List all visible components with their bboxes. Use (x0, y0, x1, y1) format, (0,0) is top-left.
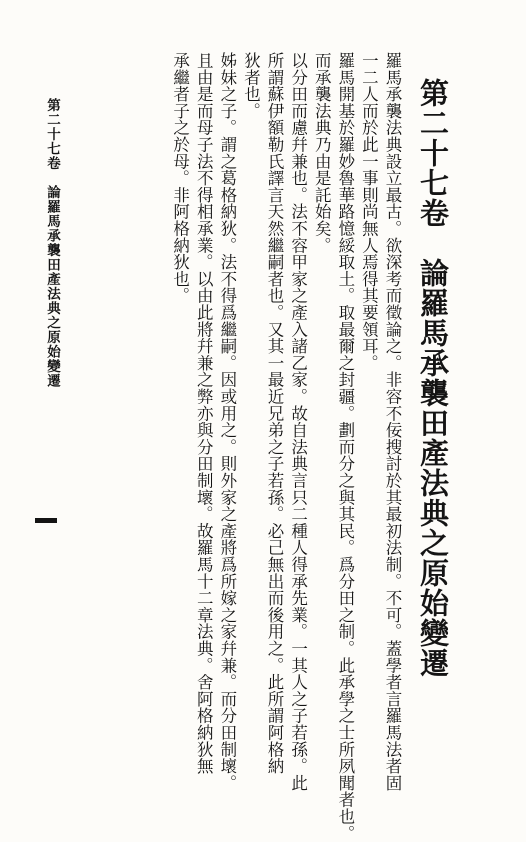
text-column: 一二人而於此一事則尚無人焉得其要領耳。 (359, 52, 379, 372)
text-column: 所謂蘇伊額勒氏譯言天然繼嗣者也。又其一最近兄弟之子若孫。必己無出而後用之。此所謂阿格納 (265, 52, 285, 775)
chapter-title: 第二十七卷 論羅馬承襲田產法典之原始變遷 (416, 78, 450, 678)
text-column: 羅馬開基於羅妙魯華路憶綏取土。取最爾之封疆。劃而分之與其民。爲分田之制。此承學之士所夙聞者也。 (335, 52, 355, 842)
running-footer: 第二十七卷 論羅馬承襲田產法典之原始變遷 (44, 98, 60, 388)
body-text (60, 52, 404, 842)
text-column: 狄者也。 (241, 52, 261, 120)
text-column: 羅馬承襲法典設立最古。欲深考而徵論之。非容不佞搜討於其最初法制。不可。蓋學者言羅馬法者固 (383, 52, 402, 792)
text-column: 且由是而母子法不得相承業。以由此將幷兼之弊亦與分田制壞。故羅馬十二章法典。舍阿格納狄無 (194, 52, 214, 775)
text-column: 承繼者子之於母。非阿格納狄也。 (170, 52, 190, 304)
text-column: 以分田而慮幷兼也。法不容甲家之產入諸乙家。故自法典言只二種人得承先業。一其人之子若孫。此 (288, 52, 308, 792)
text-column: 姊妹之子。謂之葛格納狄。法不得爲繼嗣。因或用之。則外家之產將爲所嫁之家幷兼。而分田制壞。 (217, 52, 237, 792)
page-number (35, 518, 57, 523)
text-column: 而承襲法典乃由是託始矣。 (312, 52, 332, 254)
